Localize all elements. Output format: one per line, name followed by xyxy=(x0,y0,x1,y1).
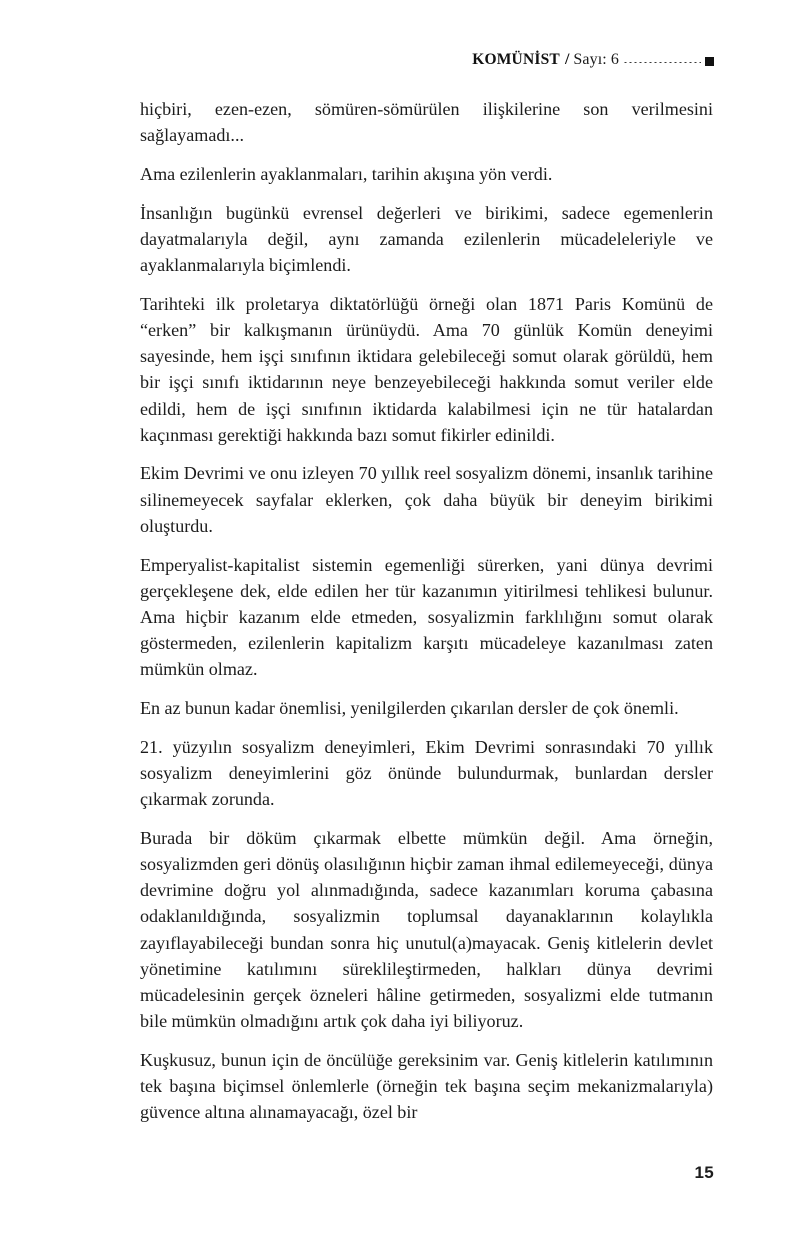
square-marker-icon xyxy=(705,57,714,66)
paragraph: Kuşkusuz, bunun için de öncülüğe gereksinim var. Geniş kitlelerin katılımının tek başına biçimsel önlemlerle (örneğin tek başına seçim mekanizmalarıyla) güvence altına alınamayacağı, özel bir xyxy=(140,1050,713,1123)
header-journal-title: KOMÜNİST xyxy=(472,51,560,68)
body-text-column xyxy=(140,96,713,1126)
running-header xyxy=(140,48,714,72)
paragraph: Ekim Devrimi ve onu izleyen 70 yıllık reel sosyalizm dönemi, insanlık tarihine silinemeyecek sayfalar eklerken, çok daha büyük bir deneyim birikimi oluşturdu. xyxy=(140,463,713,536)
paragraph: hiçbiri, ezen-ezen, sömüren-sömürülen ilişkilerine son verilmesini sağlayamadı... xyxy=(140,99,713,146)
header-separator: / xyxy=(564,51,570,68)
dotted-leader-line xyxy=(623,62,701,63)
paragraph: İnsanlığın bugünkü evrensel değerleri ve birikimi, sadece egemenlerin dayatmalarıyla değil, aynı zamanda ezilenlerin mücadeleleriyle ve ayaklanmalarıyla biçimlendi. xyxy=(140,202,713,276)
paragraph: 21. yüzyılın sosyalizm deneyimleri, Ekim Devrimi sonrasındaki 70 yıllık sosyalizm deneyimlerini göz önünde bulundurmak, bunlardan dersler çıkarmak zorunda. xyxy=(140,736,713,810)
page-number: 15 xyxy=(694,1163,714,1182)
header-issue-number: Sayı: 6 xyxy=(573,51,619,68)
paragraph: Burada bir döküm çıkarmak elbette mümkün değil. Ama örneğin, sosyalizmden geri dönüş olasılığının hiçbir zaman ihmal edilemeyeceği, dünya devrimine doğru yol alınmadığında, sadece kazanımları koruma çabasına odaklanıldığında, sosyalizmin toplumsal dayanaklarının kolaylıkla zayıflayabileceği bundan sonra hiç unutul(a)mayacak. Geniş kitlelerin devlet yönetimine katılımını süreklileştirmeden, halkları dünya devrimi mücadelesinin gerçek özneleri hâline getirmeden, sosyalizmi elde tutmanın bile mümkün olmadığını artık çok daha iyi biliyoruz. xyxy=(140,827,713,1032)
paragraph: Tarihteki ilk proletarya diktatörlüğü örneği olan 1871 Paris Komünü de “erken” bir kalkışmanın ürünüydü. Ama 70 günlük Komün deneyimi sayesinde, hem işçi sınıfının iktidara gelebileceği somut olarak görüldü, hem bir işçi sınıfı iktidarının neye benzeyebileceği hakkında somut veriler elde edildi, hem de işçi sınıfının iktidarda kalabilmesi için ne tür hatalardan kaçınması gerektiği hakkında bazı somut fikirler edinildi. xyxy=(140,293,713,445)
paragraph: Emperyalist-kapitalist sistemin egemenliği sürerken, yani dünya devrimi gerçekleşene dek, elde edilen her tür kazanımın yitirilmesi tehlikesi bulunur. Ama hiçbir kazanım elde etmeden, sosyalizmin farklılığını somut olarak göstermeden, ezilenlerin kapitalizm karşıtı mücadeleye kazanılması zaten mümkün olmaz. xyxy=(140,554,713,680)
paragraph: Ama ezilenlerin ayaklanmaları, tarihin akışına yön verdi. xyxy=(140,163,553,184)
paragraph: En az bunun kadar önemlisi, yenilgilerden çıkarılan dersler de çok önemli. xyxy=(140,698,679,719)
